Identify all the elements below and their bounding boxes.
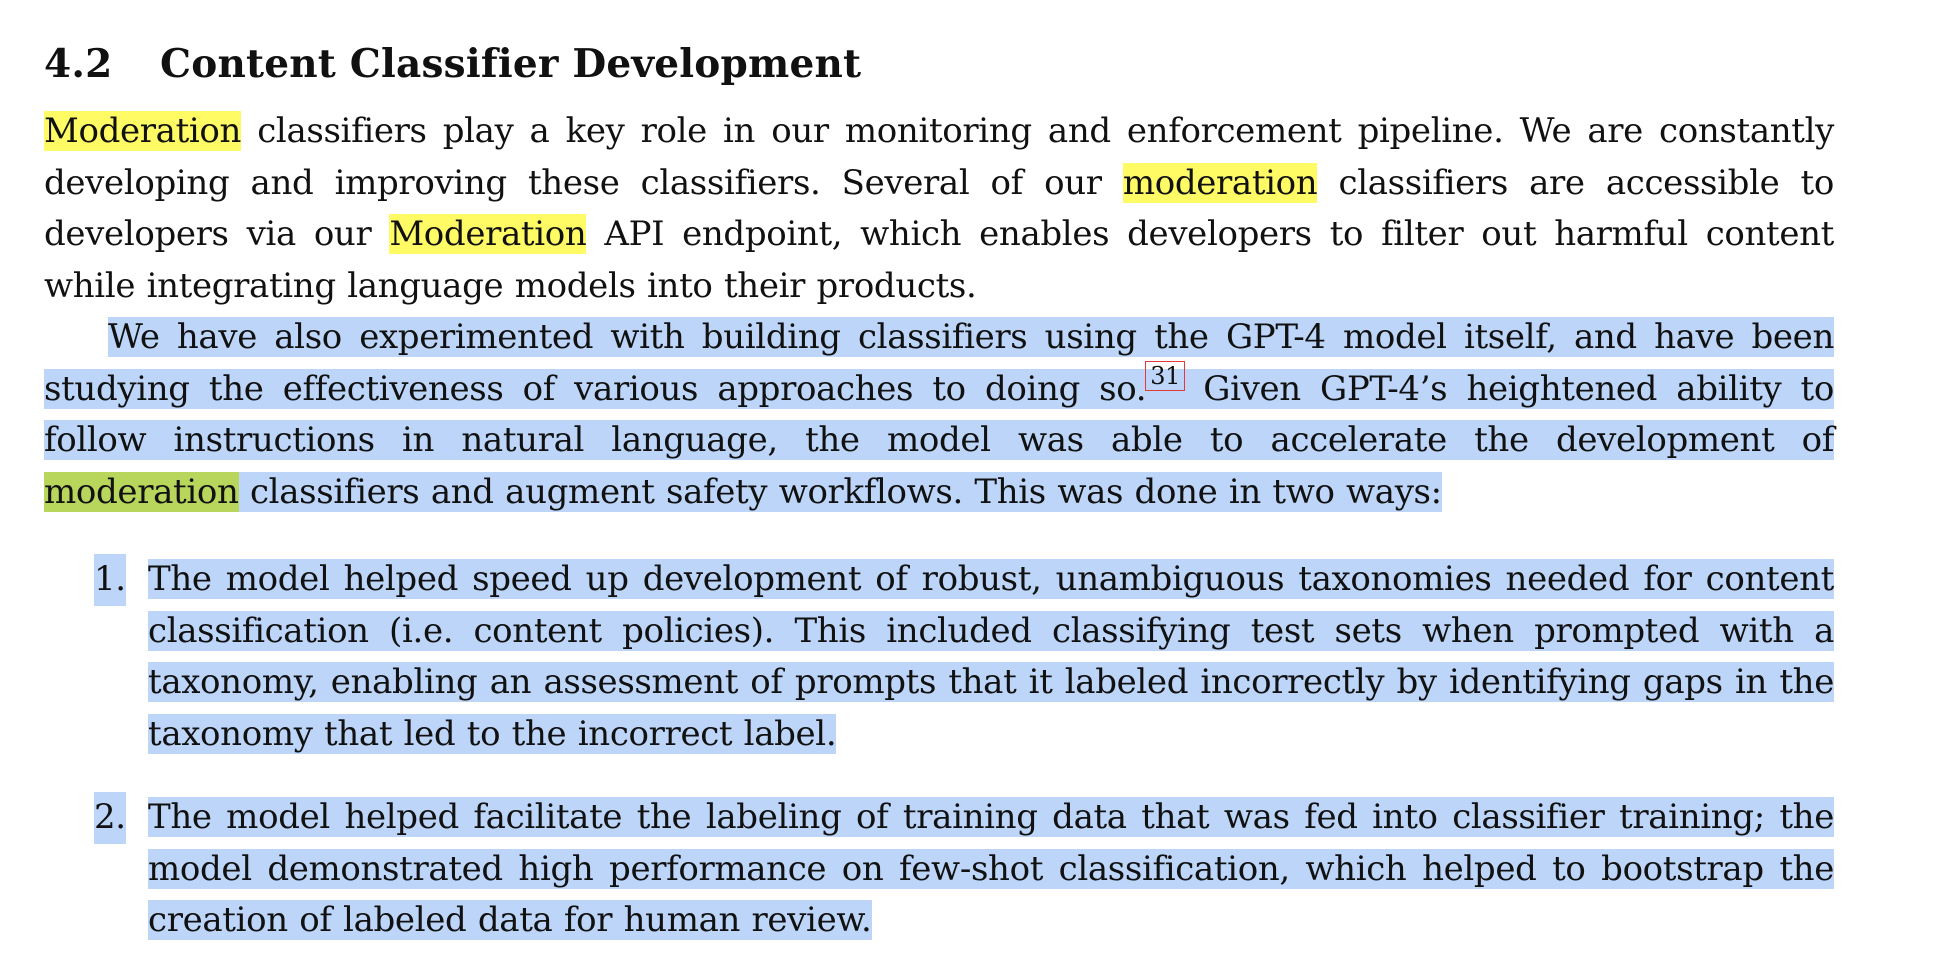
section-heading: [44, 36, 1834, 92]
document-page: [44, 36, 1834, 979]
selected-text[interactable]: We have also experimented with building classifiers using the GPT-4 model itself, and have been studying the effectiveness of various approaches to doing so.: [44, 317, 1834, 409]
footnote-link[interactable]: 31: [1146, 362, 1184, 390]
list-item[interactable]: [44, 792, 1834, 947]
search-match-highlight-selected[interactable]: moderation: [44, 471, 239, 512]
list-item[interactable]: [44, 554, 1834, 760]
paragraph-text[interactable]: API endpoint, which enables developers to filter out harmful content while integrating language models into their products.: [44, 214, 1834, 306]
ways-list: [44, 554, 1834, 947]
paragraph-moderation-classifiers[interactable]: [44, 106, 1834, 312]
list-item-number: 1.: [94, 554, 126, 606]
list-item-text[interactable]: The model helped speed up development of robust, unambiguous taxonomies needed for content classification (i.e. content policies). This included classifying test sets when prompted with a taxonomy, enabling an assessment of prompts that it labeled incorrectly by identifying gaps in the taxonomy that led to the incorrect label.: [148, 559, 1834, 754]
paragraph-text[interactable]: classifiers are accessible to developers via our: [44, 162, 1834, 254]
paragraph-text[interactable]: classifiers play a key role in our monitoring and enforcement pipeline. We are constantly developing and improving these classifiers. Several of our: [44, 111, 1834, 203]
section-title: Content Classifier Development: [160, 41, 862, 87]
search-match-highlight[interactable]: Moderation: [44, 111, 242, 151]
list-item-number: 2.: [94, 792, 126, 844]
paragraph-gpt4-classifiers[interactable]: [44, 312, 1834, 518]
search-match-highlight[interactable]: moderation: [1122, 162, 1318, 203]
section-number: 4.2: [44, 41, 113, 87]
selected-text[interactable]: classifiers and augment safety workflows. This was done in two ways:: [238, 471, 1442, 512]
search-match-highlight[interactable]: Moderation: [389, 214, 587, 254]
selected-text[interactable]: Given GPT-4’s heightened ability to follow instructions in natural language, the model was able to accelerate the development of: [44, 368, 1834, 460]
list-item-text[interactable]: The model helped facilitate the labeling of training data that was fed into classifier training; the model demonstrated high performance on few-shot classification, which helped to bootstrap the creation of labeled data for human review.: [148, 797, 1834, 940]
